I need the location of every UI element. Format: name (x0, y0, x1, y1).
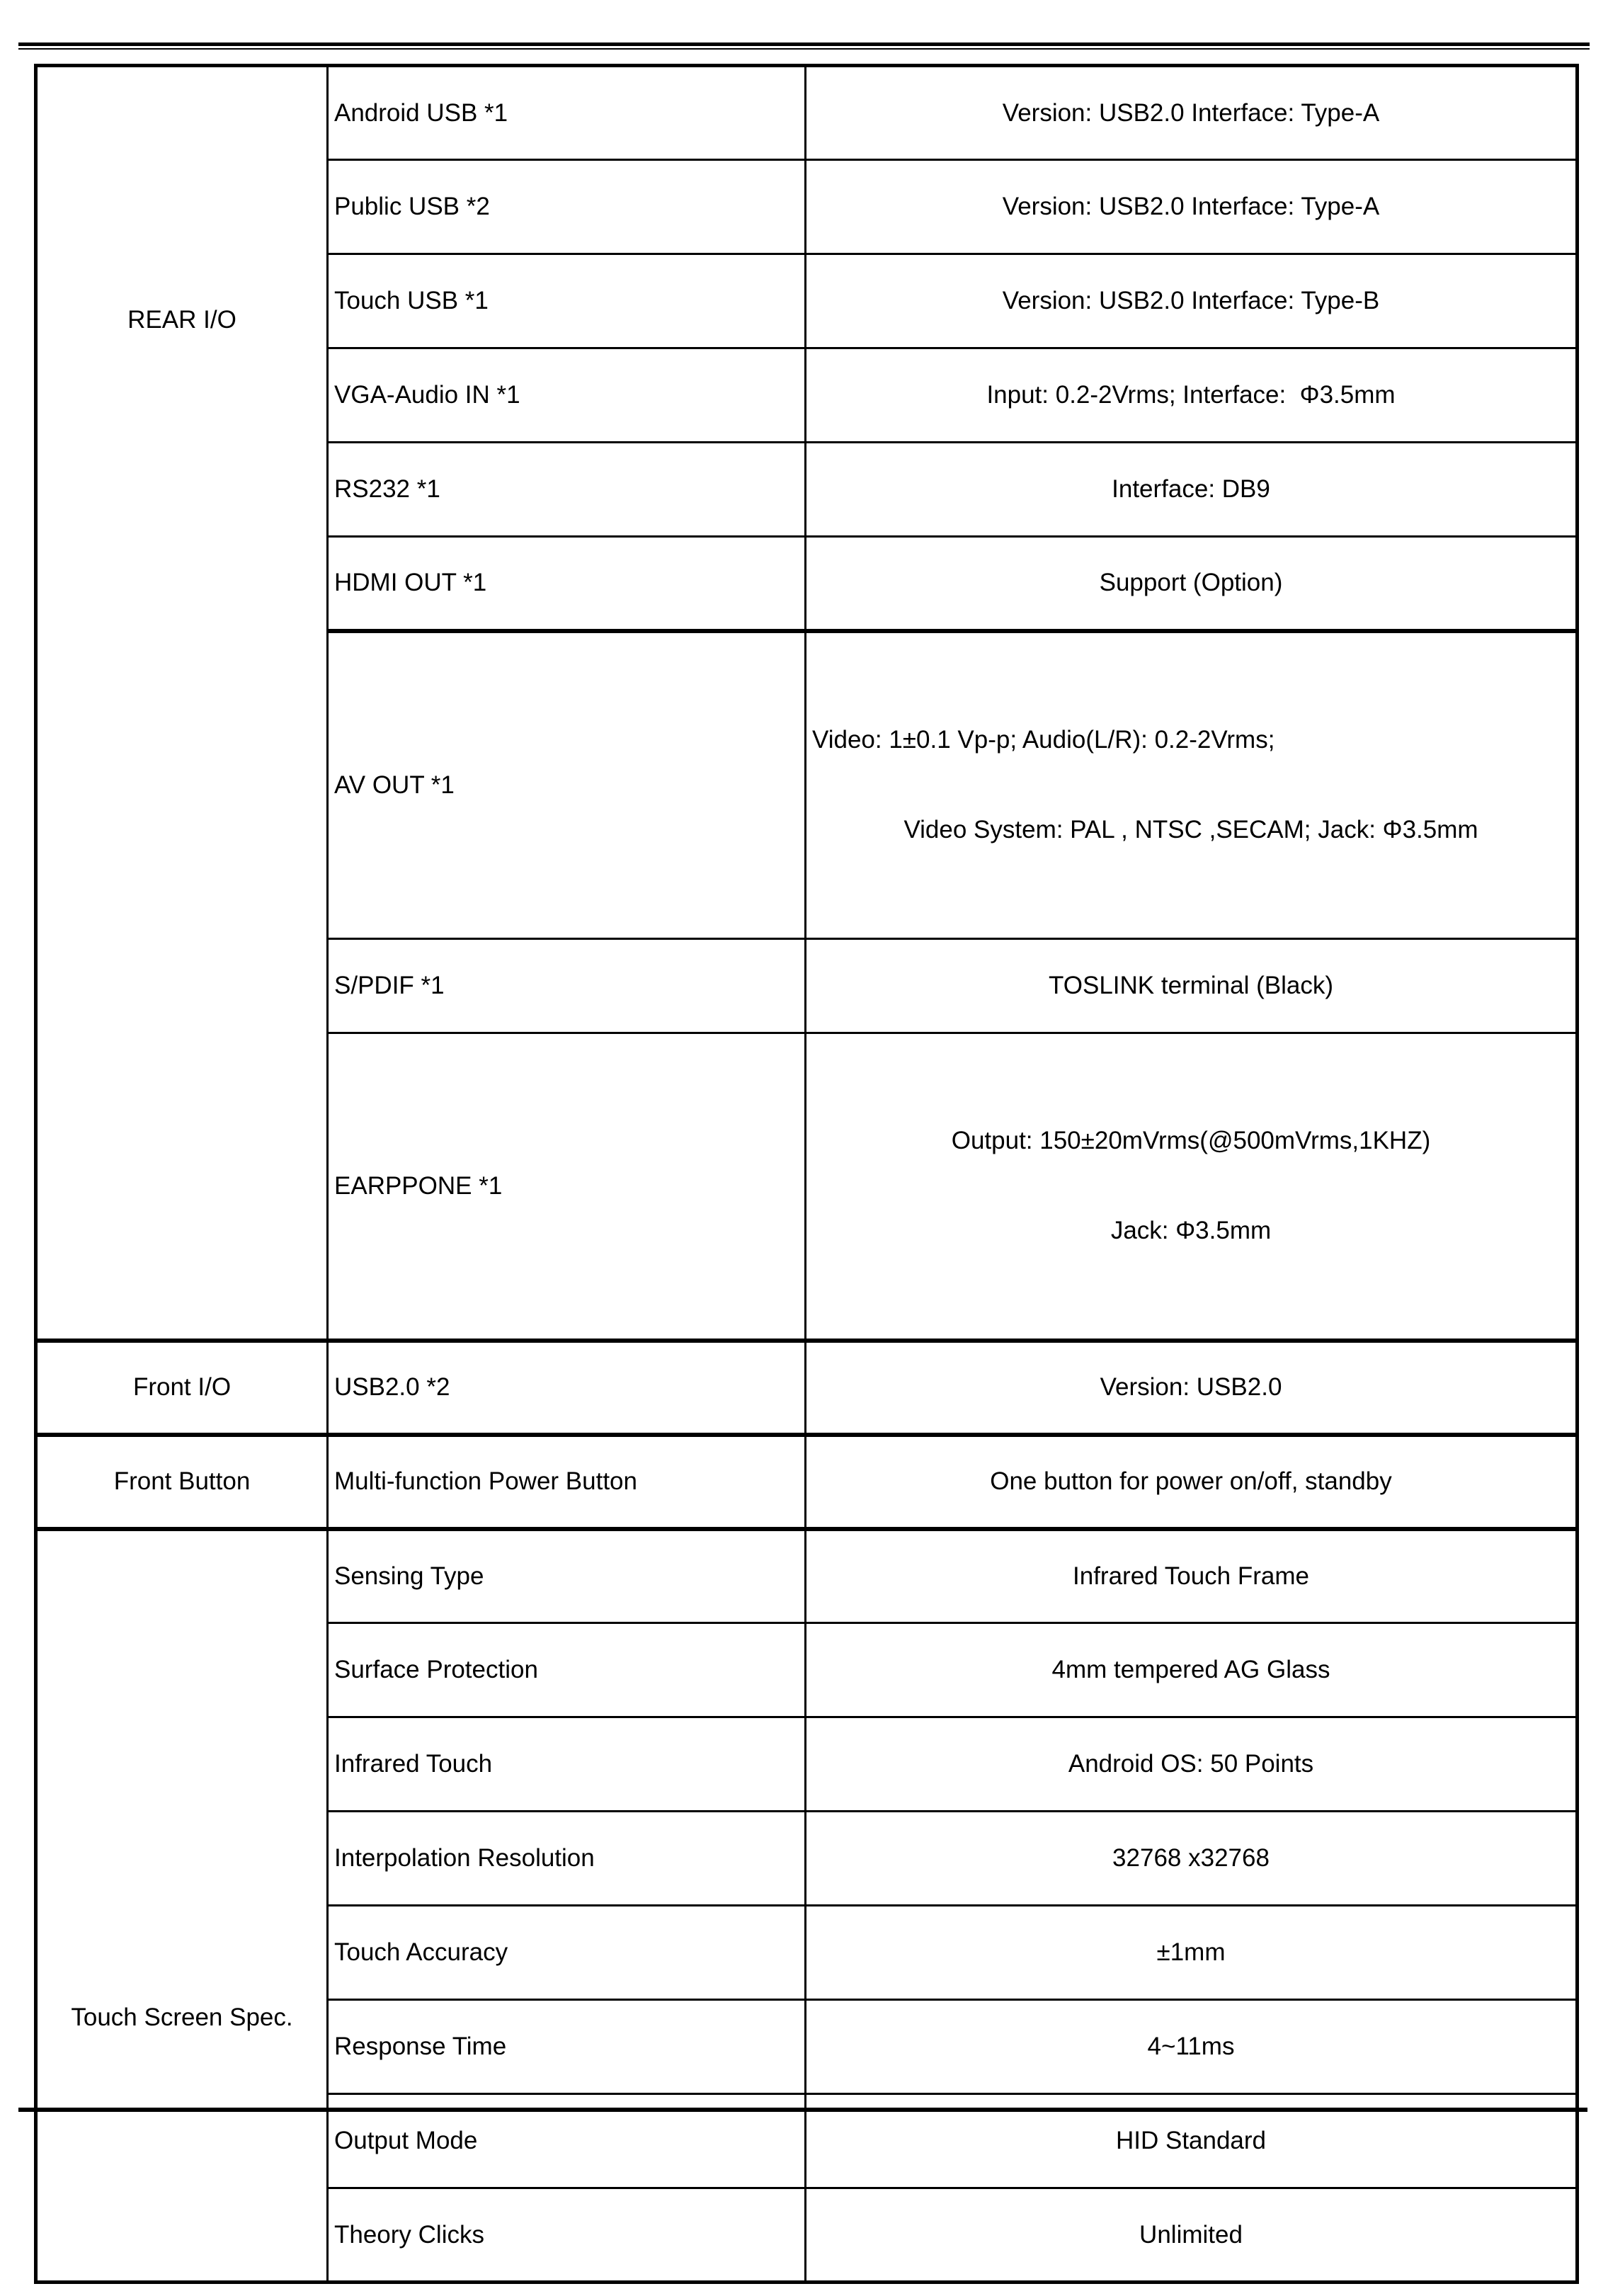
table-row (36, 1435, 1578, 1529)
section-label-touch-screen-spec (36, 1529, 328, 2283)
port-name-cell: Response Time (328, 2000, 806, 2094)
port-value-cell: Infrared Touch Frame (806, 1529, 1578, 1623)
section-label-text: REAR I/O (127, 306, 236, 334)
port-value-cell (806, 631, 1578, 939)
port-value-cell: 32768 x32768 (806, 1812, 1578, 1906)
table-row (36, 1529, 1578, 1623)
section-label-rear-io (36, 66, 328, 1341)
value-multiline (811, 1096, 1571, 1276)
port-name-cell: Output Mode (328, 2094, 806, 2188)
port-name-cell: VGA-Audio IN *1 (328, 348, 806, 443)
port-value-cell: ±1mm (806, 1906, 1578, 2000)
port-value-cell: Interface: DB9 (806, 443, 1578, 537)
port-name-cell: HDMI OUT *1 (328, 537, 806, 631)
port-name-cell: S/PDIF *1 (328, 938, 806, 1033)
port-name-cell: Touch Accuracy (328, 1906, 806, 2000)
port-value-cell: Support (Option) (806, 537, 1578, 631)
port-name-cell: Theory Clicks (328, 2188, 806, 2283)
section-label-front-io: Front I/O (36, 1341, 328, 1435)
port-name-cell: USB2.0 *2 (328, 1341, 806, 1435)
port-name-cell: Interpolation Resolution (328, 1812, 806, 1906)
port-name-cell: Infrared Touch (328, 1717, 806, 1812)
port-name-cell: AV OUT *1 (328, 631, 806, 939)
port-value-cell: 4mm tempered AG Glass (806, 1623, 1578, 1717)
io-spec-table (34, 64, 1579, 2284)
top-horizontal-rule (18, 42, 1590, 50)
port-name-cell: Touch USB *1 (328, 254, 806, 348)
port-name-cell: Android USB *1 (328, 66, 806, 160)
port-value-cell (806, 1033, 1578, 1341)
table-row (36, 66, 1578, 160)
value-line: Output: 150±20mVrms(@500mVrms,1KHZ) (951, 1126, 1431, 1154)
value-line: Video System: PAL , NTSC ,SECAM; Jack: Φ3.5mm (903, 816, 1478, 844)
port-name-cell: Public USB *2 (328, 160, 806, 254)
table-row (36, 1341, 1578, 1435)
port-value-cell: Version: USB2.0 (806, 1341, 1578, 1435)
value-line: Jack: Φ3.5mm (1110, 1217, 1272, 1245)
port-value-cell: Android OS: 50 Points (806, 1717, 1578, 1812)
port-value-cell: Version: USB2.0 Interface: Type-B (806, 254, 1578, 348)
port-value-cell: TOSLINK terminal (Black) (806, 938, 1578, 1033)
port-name-cell: EARPPONE *1 (328, 1033, 806, 1341)
port-value-cell: Unlimited (806, 2188, 1578, 2283)
section-label-front-button: Front Button (36, 1435, 328, 1529)
footer-horizontal-rule (18, 2108, 1587, 2112)
port-name-cell: Surface Protection (328, 1623, 806, 1717)
port-value-cell: Version: USB2.0 Interface: Type-A (806, 160, 1578, 254)
port-name-cell: Sensing Type (328, 1529, 806, 1623)
port-value-cell: One button for power on/off, standby (806, 1435, 1578, 1529)
port-name-cell: RS232 *1 (328, 443, 806, 537)
value-multiline (811, 695, 1571, 875)
port-value-cell: HID Standard (806, 2094, 1578, 2188)
value-line: Video: 1±0.1 Vp-p; Audio(L/R): 0.2-2Vrms; (812, 725, 1275, 754)
port-name-cell: Multi-function Power Button (328, 1435, 806, 1529)
section-label-text: Touch Screen Spec. (71, 2003, 293, 2031)
port-value-cell: 4~11ms (806, 2000, 1578, 2094)
port-value-cell: Version: USB2.0 Interface: Type-A (806, 66, 1578, 160)
port-value-cell: Input: 0.2-2Vrms; Interface: Φ3.5mm (806, 348, 1578, 443)
